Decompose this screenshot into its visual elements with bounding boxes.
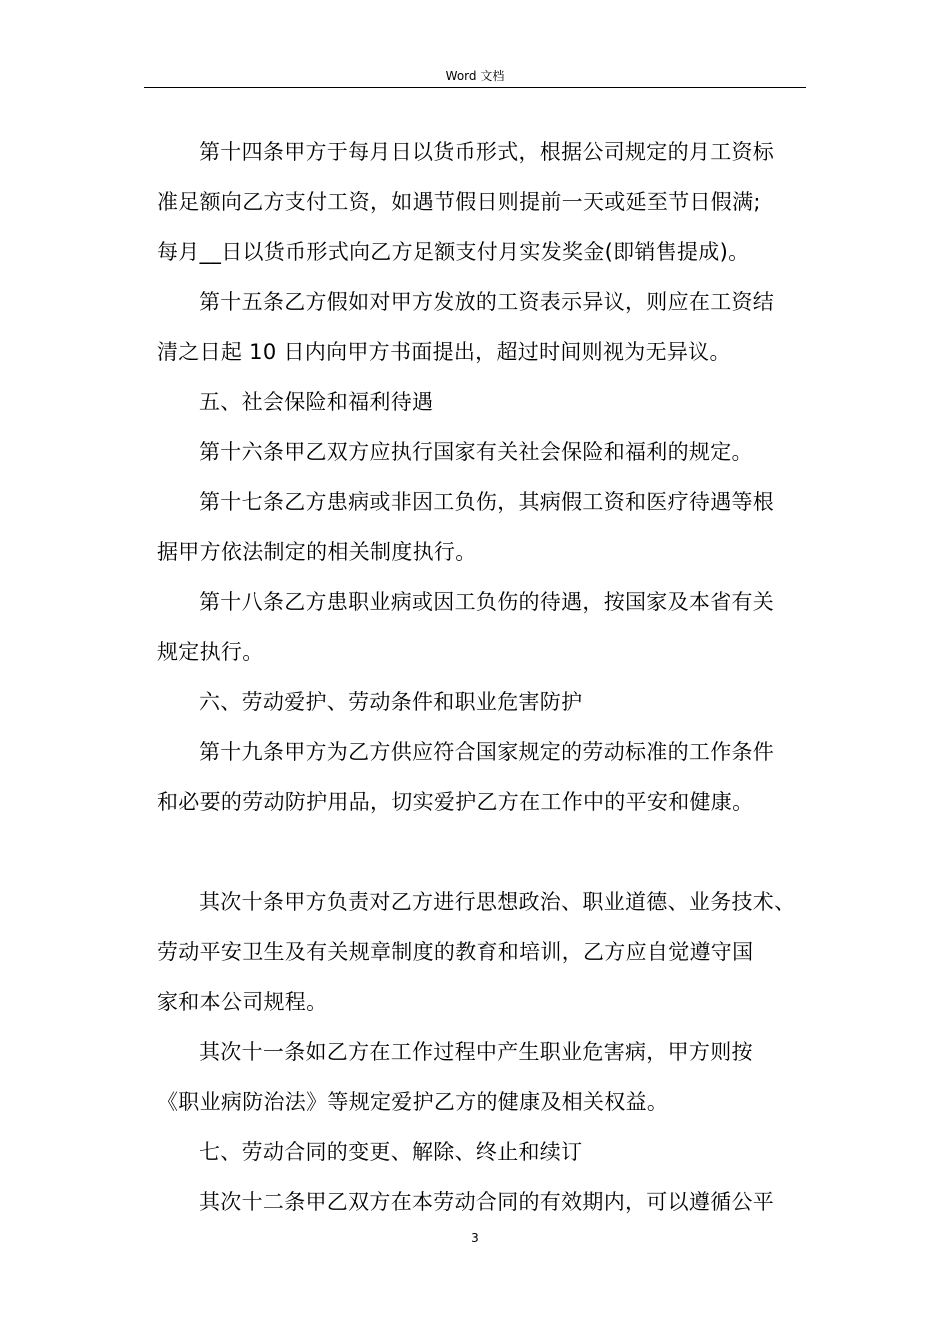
paragraph-article-20 [157,877,810,1027]
header-divider [144,87,806,88]
paragraph-article-17 [157,477,810,577]
paragraph-line: 第十七条乙方患病或非因工负伤，其病假工资和医疗待遇等根 [199,490,775,514]
blank-line [178,827,810,877]
page-number: 3 [471,1231,479,1245]
paragraph-article-15 [157,277,810,377]
paragraph-line: 清之日起 10 日内向甲方书面提出，超过时间则视为无异议。 [157,340,731,364]
page-header: Word 文档 [445,69,505,83]
heading-text: 五、社会保险和福利待遇 [199,390,434,414]
paragraph-line: 第十八条乙方患职业病或因工负伤的待遇，按国家及本省有关 [199,590,775,614]
section-heading-7 [178,1127,810,1177]
paragraph-line: 准足额向乙方支付工资，如遇节假日则提前一天或延至节日假满; [157,190,761,214]
paragraph-line: 其次十条甲方负责对乙方进行思想政治、职业道德、业务技术、 [199,890,796,914]
paragraph-line: 规定执行。 [157,640,264,664]
paragraph-line: 据甲方依法制定的相关制度执行。 [157,540,477,564]
paragraph-article-19 [157,727,810,827]
paragraph-line: 每月__日以货币形式向乙方足额支付月实发奖金(即销售提成)。 [157,240,750,264]
heading-text: 七、劳动合同的变更、解除、终止和续订 [199,1140,583,1164]
paragraph-line: 其次十二条甲乙双方在本劳动合同的有效期内，可以遵循公平 [199,1190,775,1214]
paragraph-line: 第十九条甲方为乙方供应符合国家规定的劳动标准的工作条件 [199,740,775,764]
paragraph-line: 第十六条甲乙双方应执行国家有关社会保险和福利的规定。 [199,440,753,464]
section-heading-5 [178,377,810,427]
paragraph-line: 家和本公司规程。 [157,990,328,1014]
paragraph-line: 其次十一条如乙方在工作过程中产生职业危害病，甲方则按 [199,1040,753,1064]
paragraph-article-18 [157,577,810,677]
document-body [157,127,810,1227]
paragraph-line: 《职业病防治法》等规定爱护乙方的健康及相关权益。 [157,1090,669,1114]
paragraph-line: 第十四条甲方于每月日以货币形式，根据公司规定的月工资标 [199,140,775,164]
paragraph-line: 和必要的劳动防护用品，切实爱护乙方在工作中的平安和健康。 [157,790,754,814]
section-heading-6 [178,677,810,727]
paragraph-article-21 [157,1027,810,1127]
paragraph-line: 第十五条乙方假如对甲方发放的工资表示异议，则应在工资结 [199,290,775,314]
heading-text: 六、劳动爱护、劳动条件和职业危害防护 [199,690,583,714]
paragraph-line: 劳动平安卫生及有关规章制度的教育和培训，乙方应自觉遵守国 [157,940,754,964]
paragraph-article-16 [178,427,810,477]
paragraph-article-22 [178,1177,810,1227]
paragraph-article-14 [157,127,810,277]
